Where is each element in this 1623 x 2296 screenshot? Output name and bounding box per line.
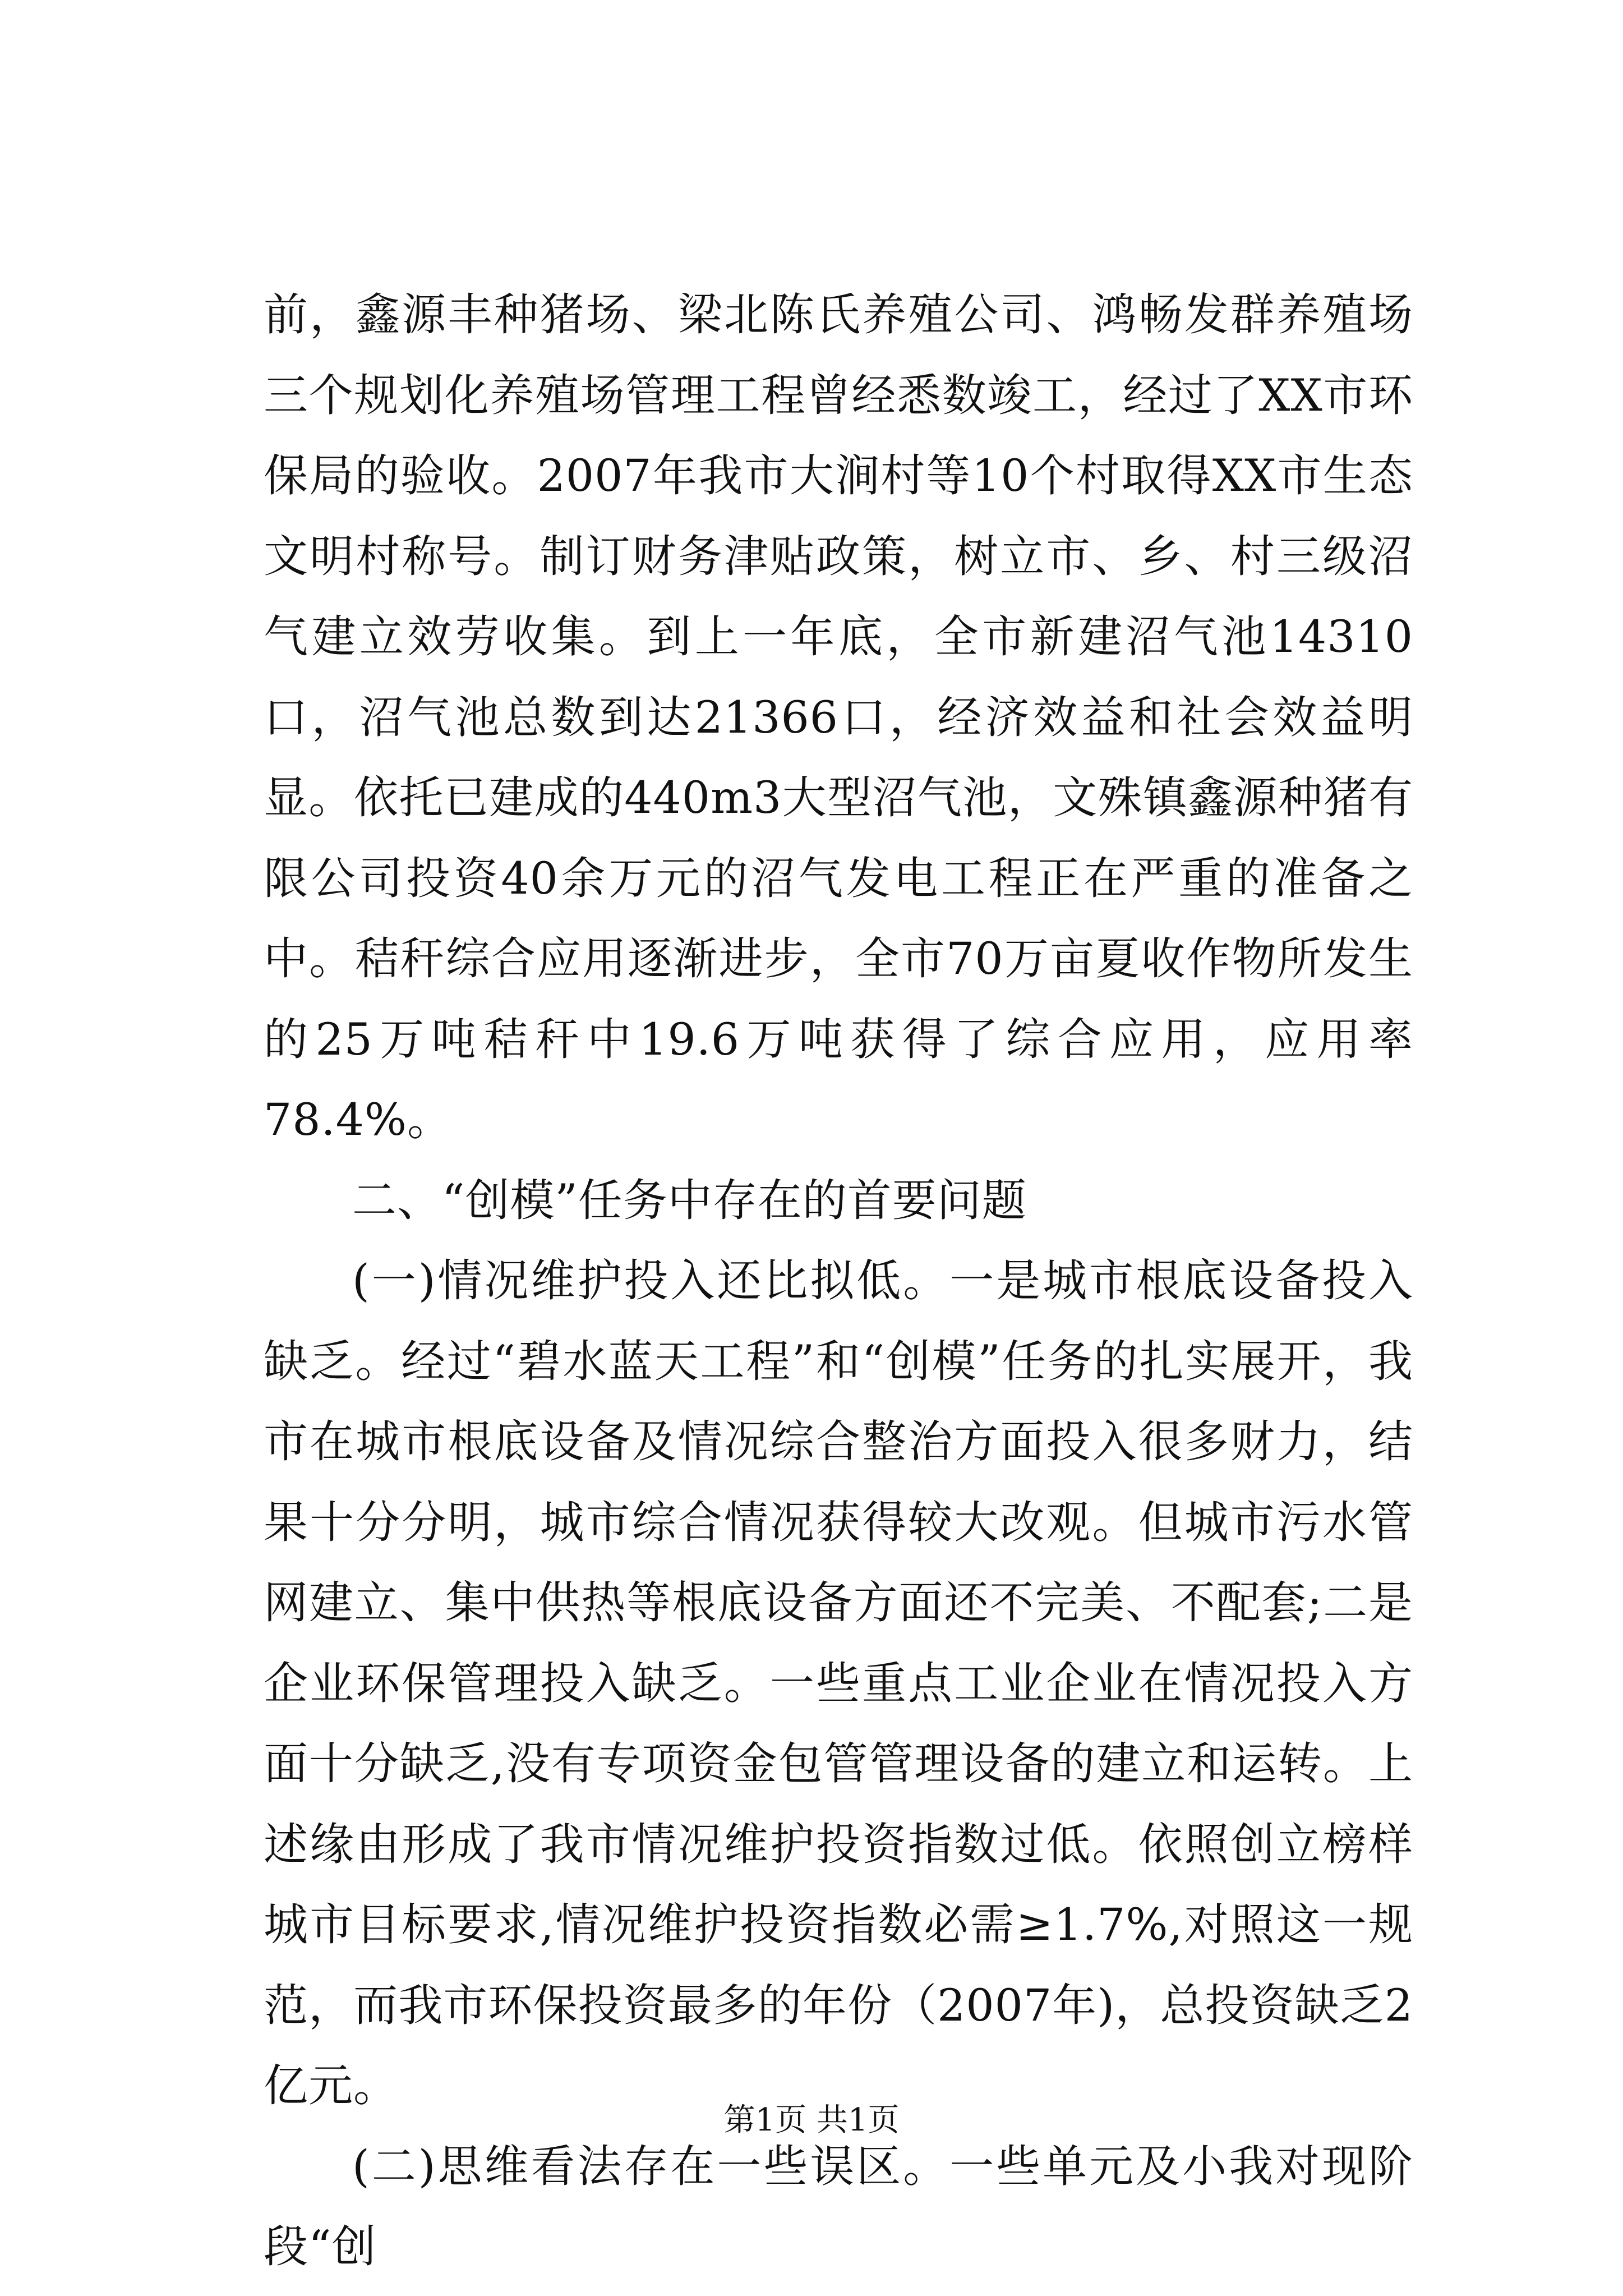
section-heading: 二、“创模”任务中存在的首要问题: [352, 1174, 1027, 1226]
page-footer: 第1页 共1页: [723, 2102, 900, 2138]
paragraph-item-one: (一)情况维护投入还比拟低。一是城市根底设备投入缺乏。经过“碧水蓝天工程”和“创模”任务的扎实展开，我市在城市根底设备及情况综合整治方面投入很多财力，结果十分分明，城市综合情况获得较大改观。但城市污水管网建立、集中供热等根底设备方面还不完美、不配套;二是企业环保管理投入缺乏。一些重点工业企业在情况投入方面十分缺乏,没有专项资金包管管理设备的建立和运转。上述缘由形成了我市情况维护投资指数过低。依照创立榜样城市目标要求,情况维护投资指数必需≥1.7%,对照这一规范，而我市环保投资最多的年份（2007年)，总投资缺乏2亿元。: [264, 1255, 1413, 2111]
document-body: [264, 275, 1413, 2288]
paragraph-item-two: (二)思维看法存在一些误区。一些单元及小我对现阶段“创: [264, 2140, 1413, 2272]
paragraph-continuation: 前，鑫源丰种猪场、梁北陈氏养殖公司、鸿畅发群养殖场三个规划化养殖场管理工程曾经悉数竣工，经过了XX市环保局的验收。2007年我市大涧村等10个村取得XX市生态文明村称号。制订财务津贴政策，树立市、乡、村三级沼气建立效劳收集。到上一年底，全市新建沼气池14310口，沼气池总数到达21366口，经济效益和社会效益明显。依托已建成的440m3大型沼气池，文殊镇鑫源种猪有限公司投资40余万元的沼气发电工程正在严重的准备之中。秸秆综合应用逐渐进步，全市70万亩夏收作物所发生的25万吨秸秆中19.6万吨获得了综合应用，应用率78.4%。: [264, 289, 1413, 1145]
